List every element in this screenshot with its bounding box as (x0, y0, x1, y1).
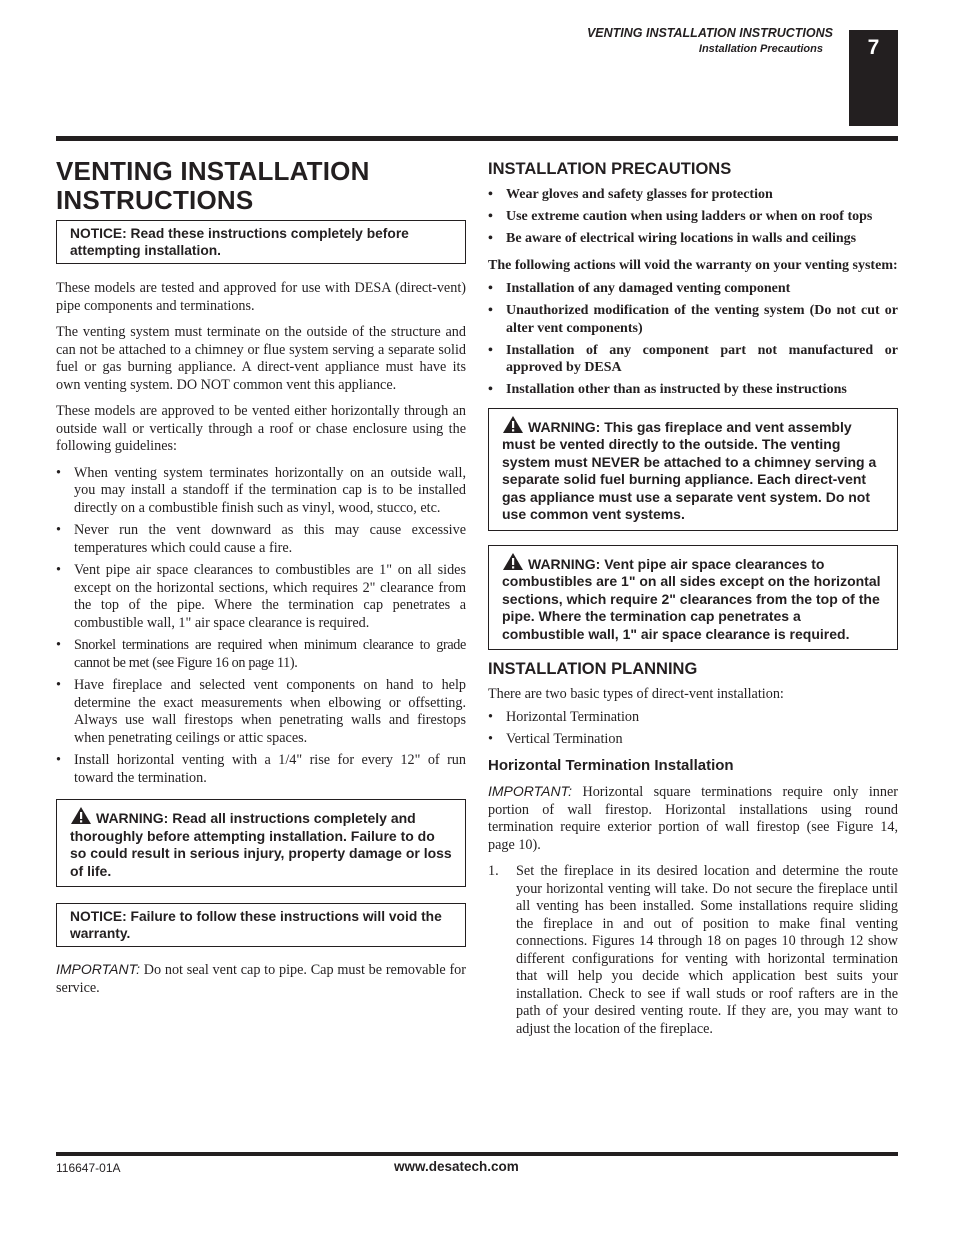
important-text: Do not seal vent cap to pipe. Cap must be removable for service. (56, 962, 466, 996)
step-number: 1. (488, 863, 499, 879)
warning-text: WARNING: This gas fireplace and vent assembly must be vented directly to the outside. The venting system must NEVER be attached to a chimney serving a separate solid fuel burning appliance. Each direct-vent gas appliance must use a separate vent system. Do not use common vent systems. (502, 418, 877, 522)
list-item: • Snorkel terminations are required when minimum clearance to grade cannot be met (see Figure 16 on page 11). (56, 637, 466, 672)
bottom-rule (56, 1152, 898, 1156)
top-rule (56, 136, 898, 141)
list-item: • Horizontal Termination (488, 709, 898, 727)
left-column (56, 157, 466, 1006)
list-item: • Be aware of electrical wiring locations in walls and ceilings (488, 230, 898, 248)
list-item: • Use extreme caution when using ladders or when on roof tops (488, 208, 898, 226)
steps-list (488, 863, 898, 1038)
paragraph-tested-approved: These models are tested and approved for use with DESA (direct-vent) pipe components and terminations. (56, 280, 466, 314)
warning-read-instructions (56, 799, 466, 887)
warning-triangle-icon (502, 552, 524, 571)
warning-triangle-icon (70, 806, 92, 825)
notice-void-warranty: NOTICE: Failure to follow these instructions will void the warranty. (56, 903, 466, 947)
void-warranty-intro: The following actions will void the warranty on your venting system: (488, 257, 898, 273)
step-item (488, 863, 898, 1038)
list-item: • Installation other than as instructed by these instructions (488, 381, 898, 399)
warning-gas-fireplace (488, 408, 898, 531)
important-label: IMPORTANT: (56, 961, 140, 977)
void-warranty-list (488, 280, 898, 399)
website-link[interactable]: www.desatech.com (394, 1159, 519, 1174)
right-column (488, 160, 898, 1038)
list-item: • Installation of any damaged venting component (488, 280, 898, 298)
list-item: • Vertical Termination (488, 731, 898, 749)
page-title: VENTING INSTALLATION INSTRUCTIONS (56, 156, 370, 215)
important-label: IMPORTANT: (488, 783, 572, 799)
horizontal-termination-heading: Horizontal Termination Installation (488, 757, 734, 774)
warning-text: WARNING: Read all instructions completely and thoroughly before attempting installation. Failure to do so could result in serious injury, property damage or loss of life. (70, 810, 452, 879)
list-item: • Unauthorized modification of the venting system (Do not cut or alter vent components) (488, 302, 898, 337)
header-title: VENTING INSTALLATION INSTRUCTIONS (586, 26, 833, 40)
important-text: Horizontal square terminations require only inner portion of wall firestop. Horizontal installations using round termination require exterior portion of wall firestop (see Figure 14, page 10). (488, 784, 898, 853)
paragraph-guidelines-intro: These models are approved to be vented either horizontally through an outside wall or vertically through a roof or chase enclosure using the following guidelines: (56, 403, 466, 454)
precautions-heading: INSTALLATION PRECAUTIONS (488, 160, 732, 178)
warning-clearances (488, 545, 898, 651)
planning-heading: INSTALLATION PLANNING (488, 660, 698, 678)
list-item: • Have fireplace and selected vent components on hand to help determine the exact measurements when elbowing or offsetting. Always use wall firestops when penetrating walls and firestops when penetrating ceilings or attic spaces. (56, 677, 466, 747)
list-item: • Vent pipe air space clearances to combustibles are 1" on all sides except on the horizontal sections, which requires 2" clearance from the top of the pipe. Where the termination cap penetrates a combustible wall, 1" air space clearance is required. (56, 562, 466, 632)
guidelines-list (56, 465, 466, 788)
planning-intro: There are two basic types of direct-vent installation: (488, 686, 784, 702)
page-number: 7 (867, 36, 880, 59)
step-text: Set the fireplace in its desired location and determine the route your horizontal venting will take. Do not secure the fireplace until all venting has been installed. Some installations require sliding the fireplace in and out of position to make final venting connections. Figures 14 through 18 on pages 10 through 12 show different configurations for venting with horizontal termination that will help you decide which application best suits your installation. Check to see if wall studs or roof rafters are in the path of your desired venting route. If they are, you may want to adjust the location of the fireplace. (516, 863, 898, 1037)
planning-types-list (488, 709, 898, 749)
horizontal-important-note (488, 783, 898, 854)
warning-triangle-icon (502, 415, 524, 434)
list-item: • When venting system terminates horizontally on an outside wall, you may install a standoff if the termination cap is to be installed directly on a combustible finish such as vinyl, wood, stucco, etc. (56, 465, 466, 518)
page-number-tab (849, 30, 898, 126)
list-item: • Wear gloves and safety glasses for protection (488, 186, 898, 204)
important-note (56, 961, 466, 997)
header-subtitle: Installation Precautions (698, 43, 823, 55)
list-item: • Never run the vent downward as this may cause excessive temperatures which could cause a fire. (56, 522, 466, 557)
warning-text: WARNING: Vent pipe air space clearances to combustibles are 1" on all sides except on the horizontal sections, which require 2" clearances from the top of the pipe. Where the termination cap penetrates a combustible wall, 1" air space clearance is required. (502, 555, 881, 642)
list-item: • Installation of any component part not manufactured or approved by DESA (488, 342, 898, 377)
notice-read-instructions: NOTICE: Read these instructions completely before attempting installation. (56, 220, 466, 264)
precautions-list (488, 186, 898, 248)
paragraph-venting-system: The venting system must terminate on the outside of the structure and can not be attached to a chimney or flue system serving a separate solid fuel or gas burning appliance. A direct-vent appliance must have its own venting system. DO NOT common vent this appliance. (56, 324, 466, 393)
list-item: • Install horizontal venting with a 1/4" rise for every 12" of run toward the termination. (56, 752, 466, 787)
document-number: 116647-01A (56, 1161, 121, 1175)
